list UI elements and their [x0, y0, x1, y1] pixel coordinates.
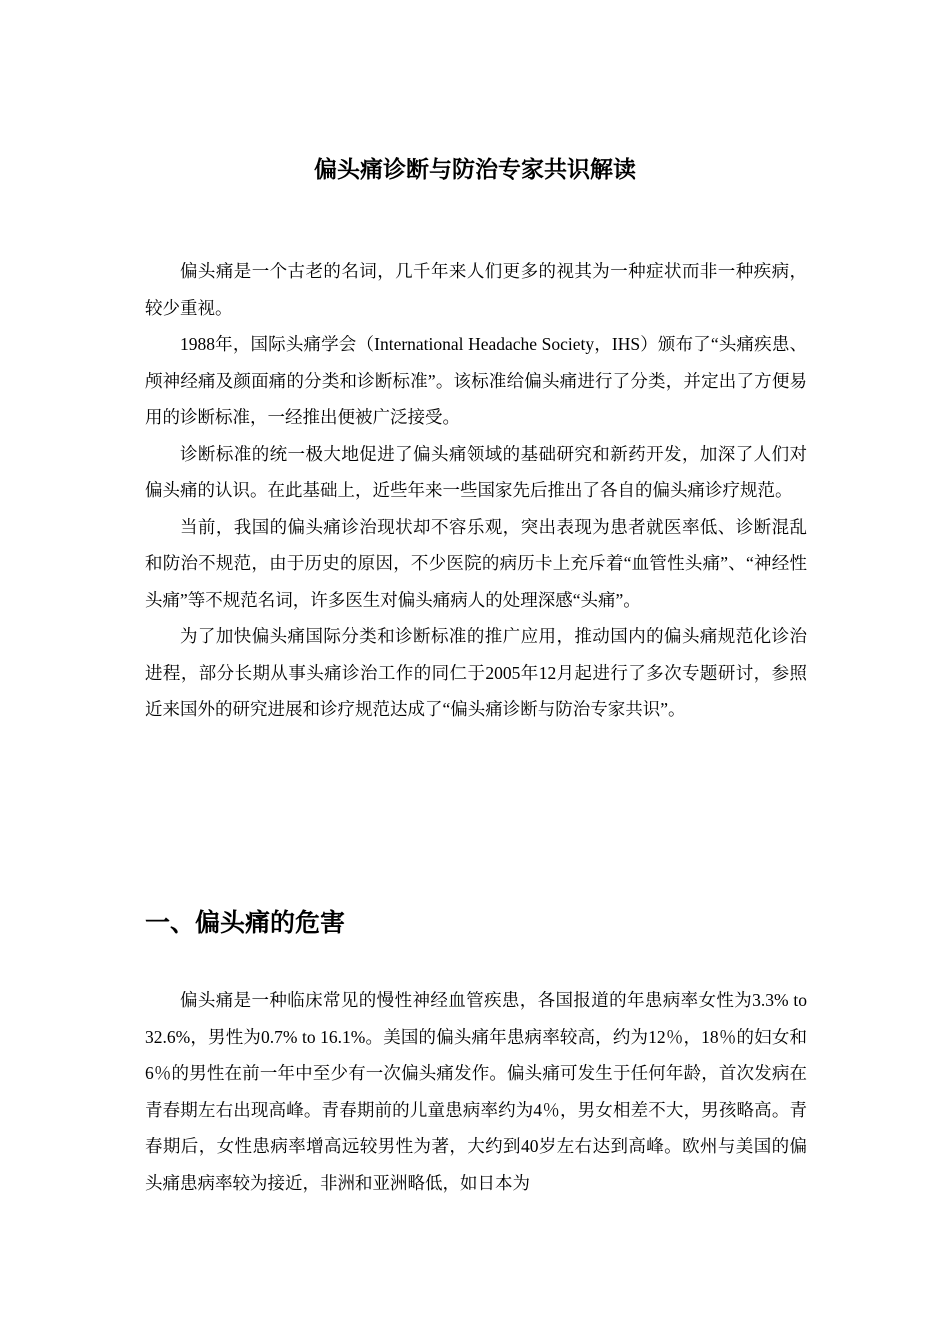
intro-paragraph: 1988年，国际头痛学会（International Headache Society，IHS）颁布了“头痛疾患、颅神经痛及颜面痛的分类和诊断标准”。该标准给偏头痛进行了分类，并定出了方便易用的诊断标准，一经推出便被广泛接受。 [145, 334, 807, 427]
intro-paragraph: 当前，我国的偏头痛诊治现状却不容乐观，突出表现为患者就医率低、诊断混乱和防治不规范，由于历史的原因，不少医院的病历卡上充斥着“血管性头痛”、“神经性头痛”等不规范名词，许多医生对偏头痛病人的处理深感“头痛”。 [145, 516, 807, 610]
section-paragraph: 偏头痛是一种临床常见的慢性神经血管疾患，各国报道的年患病率女性为3.3% to 32.6%，男性为0.7% to 16.1%。美国的偏头痛年患病率较高，约为12％，18％的妇女和6％的男性在前一年中至少有一次偏头痛发作。偏头痛可发生于任何年龄，首次发病在青春期左右出现高峰。青春期前的儿童患病率约为4％，男女相差不大，男孩略高。青春期后，女性患病率增高远较男性为著，大约到40岁左右达到高峰。欧州与美国的偏头痛患病率较为接近，非洲和亚洲略低，如日本为 [145, 990, 807, 1193]
section-heading: 一、偏头痛的危害 [145, 908, 346, 937]
intro-paragraph: 偏头痛是一个古老的名词，几千年来人们更多的视其为一种症状而非一种疾病，较少重视。 [145, 261, 807, 318]
intro-paragraph: 为了加快偏头痛国际分类和诊断标准的推广应用，推动国内的偏头痛规范化诊治进程，部分长期从事头痛诊治工作的同仁于2005年12月起进行了多次专题研讨，参照近来国外的研究进展和诊疗规范达成了“偏头痛诊断与防治专家共识”。 [145, 626, 807, 719]
section-body [145, 982, 807, 1201]
intro-paragraph: 诊断标准的统一极大地促进了偏头痛领域的基础研究和新药开发，加深了人们对偏头痛的认识。在此基础上，近些年来一些国家先后推出了各自的偏头痛诊疗规范。 [145, 443, 807, 500]
document-title: 偏头痛诊断与防治专家共识解读 [314, 157, 636, 183]
intro-section [145, 253, 807, 728]
